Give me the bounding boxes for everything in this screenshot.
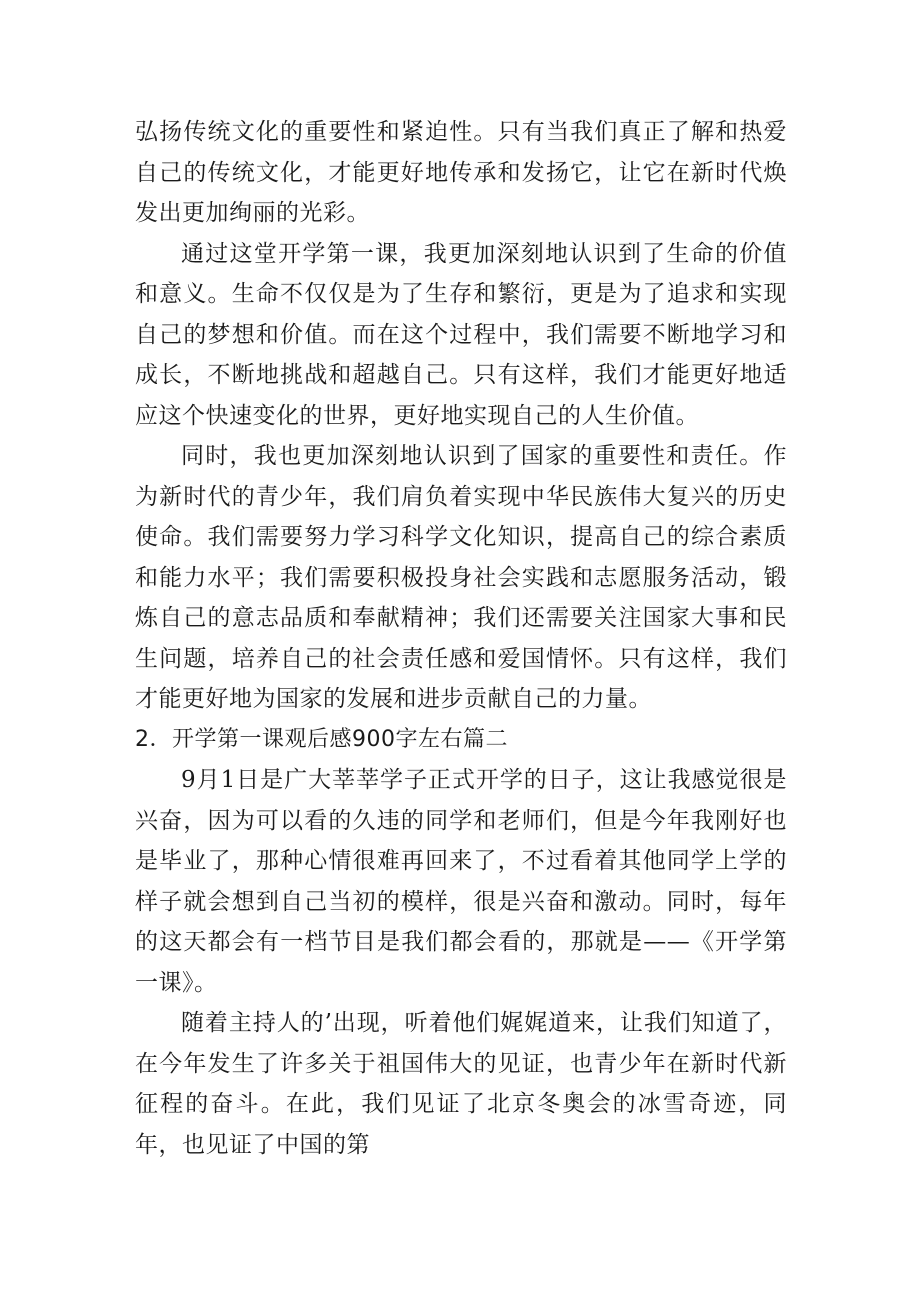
- paragraph-continuation: 弘扬传统文化的重要性和紧迫性。只有当我们真正了解和热爱自己的传统文化，才能更好地传承和发扬它，让它在新时代焕发出更加绚丽的光彩。: [135, 119, 787, 226]
- paragraph-school-start: 9月1日是广大莘莘学子正式开学的日子，这让我感觉很是兴奋，因为可以看的久违的同学和老师们，但是今年我刚好也是毕业了，那种心情很难再回来了，不过看着其他同学上学的样子就会想到自己当初的模样，很是兴奋和激动。同时，每年的这天都会有一档节目是我们都会看的，那就是——《开学第一课》。: [135, 767, 787, 996]
- paragraph-life-value: 通过这堂开学第一课，我更加深刻地认识到了生命的价值和意义。生命不仅仅是为了生存和繁衍，更是为了追求和实现自己的梦想和价值。而在这个过程中，我们需要不断地学习和成长，不断地挑战和超越自己。只有这样，我们才能更好地适应这个快速变化的世界，更好地实现自己的人生价值。: [135, 240, 787, 429]
- section-heading: 2．开学第一课观后感900字左右篇二: [135, 726, 508, 752]
- paragraph-host-intro: 随着主持人的’出现，听着他们娓娓道来，让我们知道了，在今年发生了许多关于祖国伟大的见证，也青少年在新时代新征程的奋斗。在此，我们见证了北京冬奥会的冰雪奇迹，同年，也见证了中国的第: [135, 1010, 787, 1158]
- document-page: [135, 112, 787, 1165]
- paragraph-national-responsibility: 同时，我也更加深刻地认识到了国家的重要性和责任。作为新时代的青少年，我们肩负着实现中华民族伟大复兴的历史使命。我们需要努力学习科学文化知识，提高自己的综合素质和能力水平；我们需要积极投身社会实践和志愿服务活动，锻炼自己的意志品质和奉献精神；我们还需要关注国家大事和民生问题，培养自己的社会责任感和爱国情怀。只有这样，我们才能更好地为国家的发展和进步贡献自己的力量。: [135, 443, 787, 712]
